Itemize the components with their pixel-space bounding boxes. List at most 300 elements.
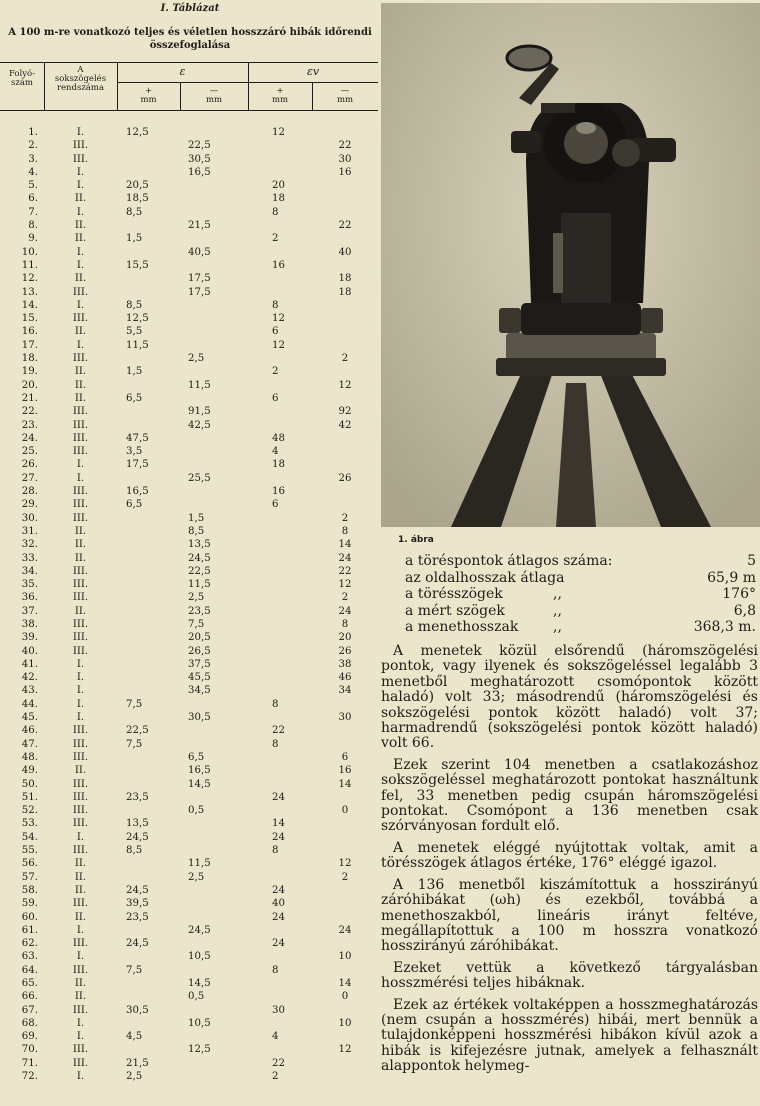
stat-value: 176° — [722, 586, 756, 602]
epsilon-v-minus-cell: 10 — [338, 951, 352, 963]
table-row — [0, 897, 380, 910]
stat-row — [405, 603, 760, 620]
row-number: 45. — [21, 712, 38, 724]
rendszam-cell: II. — [74, 765, 87, 777]
row-number: 22. — [21, 406, 38, 418]
epsilon-minus-cell: 24,5 — [188, 552, 211, 564]
epsilon-plus-cell: 24,5 — [126, 884, 149, 896]
epsilon-v-plus-cell: 2 — [272, 233, 279, 245]
rendszam-cell: III. — [72, 938, 89, 950]
epsilon-plus-cell: 12,5 — [126, 313, 149, 325]
paragraph: A menetek közül elsőrendű (háromszögelési pontok, vagy ilyenek és sokszögeléssel legalább 3 menetből meghatározott csomópontok között haladó) volt 33; másodrendű (háromszögelési és sokszögelési pontok között haladó) volt 37; harmadrendű (sokszögelési pontok között haladó) volt 66. — [381, 643, 758, 752]
epsilon-v-minus-cell: 6 — [341, 751, 349, 763]
theodolite-photo — [381, 3, 760, 527]
epsilon-plus-cell: 6,5 — [126, 499, 143, 511]
rendszam-cell: II. — [74, 552, 87, 564]
epsilon-v-plus-cell: 48 — [272, 432, 285, 444]
epsilon-minus-cell: 6,5 — [188, 751, 205, 763]
table-row — [0, 419, 380, 432]
table-row — [0, 831, 380, 844]
statistics-list — [405, 553, 760, 636]
rendszam-cell: III. — [72, 353, 89, 365]
epsilon-plus-cell: 23,5 — [126, 911, 149, 923]
table-row — [0, 232, 380, 245]
stat-ditto: ,, — [553, 586, 562, 602]
table-row — [0, 990, 380, 1003]
epsilon-minus-cell: 16,5 — [188, 765, 211, 777]
rendszam-cell: III. — [72, 818, 89, 830]
epsilon-v-plus-cell: 12 — [272, 313, 285, 325]
header-epsilon: ε — [179, 65, 186, 78]
figure-label: 1. ábra — [398, 535, 434, 545]
table-row — [0, 153, 380, 166]
epsilon-minus-cell: 2,5 — [188, 353, 205, 365]
rendszam-cell: III. — [72, 1044, 89, 1056]
rendszam-cell: III. — [72, 406, 89, 418]
epsilon-plus-cell: 21,5 — [126, 1057, 149, 1069]
epsilon-v-minus-cell: 34 — [338, 685, 352, 697]
table-row — [0, 871, 380, 884]
header-epsilon-v: εv — [306, 65, 320, 78]
table-row — [0, 857, 380, 870]
stat-ditto: ,, — [553, 619, 562, 635]
epsilon-v-minus-cell: 16 — [338, 765, 352, 777]
table-row — [0, 272, 380, 285]
header-minus: — mm — [205, 86, 223, 105]
row-number: 68. — [21, 1017, 38, 1029]
row-number: 17. — [21, 339, 38, 351]
row-number: 41. — [21, 658, 38, 670]
rendszam-cell: III. — [72, 778, 89, 790]
row-number: 51. — [21, 791, 38, 803]
paragraph: Ezek szerint 104 menetben a csatlakozáshoz sokszögeléssel meghatározott pontokat használtunk fel, 33 menetben pedig csupán háromszögelési pontokat. Csomópont a 136 menetben csak szórványosan fordult elő. — [381, 756, 758, 835]
epsilon-minus-cell: 12,5 — [188, 1044, 211, 1056]
row-number: 58. — [21, 884, 38, 896]
epsilon-minus-cell: 14,5 — [188, 778, 211, 790]
rendszam-cell: III. — [72, 632, 89, 644]
epsilon-v-plus-cell: 30 — [272, 1004, 285, 1016]
rendszam-cell: I. — [76, 1031, 85, 1043]
stat-value: 5 — [747, 553, 756, 569]
table-row — [0, 458, 380, 471]
epsilon-plus-cell: 20,5 — [126, 180, 149, 192]
epsilon-minus-cell: 30,5 — [188, 153, 211, 165]
epsilon-minus-cell: 2,5 — [188, 592, 205, 604]
epsilon-minus-cell: 16,5 — [188, 166, 211, 178]
row-number: 1. — [28, 127, 38, 138]
rendszam-cell: II. — [74, 366, 87, 378]
table-title: A 100 m-re vonatkozó teljes és véletlen hosszzáró hibák időrendi — [8, 27, 372, 38]
table-row — [0, 139, 380, 152]
table-row — [0, 472, 380, 485]
epsilon-plus-cell: 22,5 — [126, 725, 149, 737]
table-row — [0, 498, 380, 511]
epsilon-minus-cell: 91,5 — [188, 406, 211, 418]
stat-label: a mért szögek — [405, 602, 505, 619]
table-row — [0, 631, 380, 644]
row-number: 35. — [21, 579, 38, 591]
rendszam-cell: III. — [72, 565, 89, 577]
table-row — [0, 977, 380, 990]
rendszam-cell: III. — [72, 645, 89, 657]
epsilon-v-minus-cell: 26 — [338, 645, 352, 657]
row-number: 24. — [21, 432, 38, 444]
row-number: 40. — [21, 645, 38, 657]
epsilon-v-minus-cell: 16 — [338, 166, 352, 178]
table-row — [0, 658, 380, 671]
epsilon-minus-cell: 0,5 — [188, 991, 205, 1003]
epsilon-minus-cell: 30,5 — [188, 712, 211, 724]
stat-value: 65,9 m — [707, 569, 756, 586]
row-number: 5. — [28, 180, 38, 192]
table-row — [0, 618, 380, 631]
epsilon-minus-cell: 42,5 — [188, 419, 211, 431]
epsilon-plus-cell: 4,5 — [126, 1031, 143, 1043]
row-number: 57. — [21, 871, 38, 883]
rendszam-cell: I. — [76, 831, 85, 843]
row-number: 28. — [21, 486, 38, 498]
row-number: 66. — [21, 991, 38, 1003]
row-number: 25. — [21, 446, 38, 458]
row-number: 69. — [21, 1031, 38, 1043]
row-number: 12. — [21, 273, 38, 285]
stat-ditto: ,, — [553, 602, 562, 619]
row-number: 72. — [21, 1071, 38, 1083]
epsilon-minus-cell: 0,5 — [188, 805, 205, 817]
rendszam-cell: I. — [76, 166, 85, 178]
epsilon-v-minus-cell: 2 — [341, 871, 349, 883]
stat-row — [405, 619, 760, 636]
paragraph: A menetek eléggé nyújtottak voltak, amit a törésszögek átlagos értéke, 176° eléggé igazol. — [381, 839, 758, 872]
epsilon-v-minus-cell: 8 — [341, 525, 349, 537]
stat-label: a törésszögek — [405, 586, 503, 602]
epsilon-plus-cell: 12,5 — [126, 127, 149, 138]
row-number: 39. — [21, 632, 38, 644]
row-number: 42. — [21, 672, 38, 684]
epsilon-v-plus-cell: 2 — [272, 366, 279, 378]
rendszam-cell: II. — [74, 884, 87, 896]
rendszam-cell: I. — [76, 246, 85, 258]
epsilon-plus-cell: 8,5 — [126, 206, 143, 218]
epsilon-v-plus-cell: 8 — [272, 964, 279, 976]
rendszam-cell: III. — [72, 286, 89, 298]
row-number: 64. — [21, 964, 38, 976]
epsilon-v-plus-cell: 18 — [272, 459, 285, 471]
table-row — [0, 578, 380, 591]
stat-label: az oldalhosszak átlaga — [405, 569, 565, 586]
table-row — [0, 299, 380, 312]
rendszam-cell: I. — [76, 259, 85, 271]
table-row — [0, 538, 380, 551]
epsilon-v-minus-cell: 8 — [341, 618, 349, 630]
row-number: 52. — [21, 805, 38, 817]
epsilon-v-minus-cell: 18 — [338, 273, 352, 285]
table-row — [0, 365, 380, 378]
table-row — [0, 246, 380, 259]
table-row — [0, 445, 380, 458]
table-row — [0, 844, 380, 857]
table-row — [0, 804, 380, 817]
table-row — [0, 671, 380, 684]
table-row — [0, 724, 380, 737]
rendszam-cell: II. — [74, 193, 87, 205]
row-number: 21. — [21, 392, 38, 404]
row-number: 18. — [21, 353, 38, 365]
epsilon-v-plus-cell: 12 — [272, 127, 285, 138]
row-number: 47. — [21, 738, 38, 750]
table-row — [0, 1057, 380, 1070]
rendszam-cell: II. — [74, 392, 87, 404]
epsilon-v-plus-cell: 4 — [272, 1031, 279, 1043]
table-row — [0, 512, 380, 525]
table-row — [0, 1043, 380, 1056]
epsilon-minus-cell: 22,5 — [188, 140, 211, 152]
rendszam-cell: I. — [76, 685, 85, 697]
stat-value: 6,8 — [733, 602, 756, 619]
table-row — [0, 126, 380, 139]
epsilon-minus-cell: 25,5 — [188, 472, 211, 484]
epsilon-minus-cell: 37,5 — [188, 658, 211, 670]
epsilon-plus-cell: 6,5 — [126, 392, 143, 404]
table-row — [0, 325, 380, 338]
table-row — [0, 751, 380, 764]
epsilon-v-minus-cell: 12 — [338, 379, 352, 391]
epsilon-v-minus-cell: 14 — [338, 778, 352, 790]
epsilon-v-minus-cell: 26 — [338, 472, 352, 484]
epsilon-minus-cell: 7,5 — [188, 618, 205, 630]
epsilon-minus-cell: 22,5 — [188, 565, 211, 577]
rendszam-cell: III. — [72, 845, 89, 857]
table-row — [0, 711, 380, 724]
table-caption-number: I. Táblázat — [160, 3, 220, 14]
row-number: 4. — [28, 166, 38, 178]
epsilon-v-plus-cell: 8 — [272, 698, 279, 710]
table-row — [0, 166, 380, 179]
rendszam-cell: I. — [76, 712, 85, 724]
row-number: 31. — [21, 525, 38, 537]
row-number: 62. — [21, 938, 38, 950]
epsilon-minus-cell: 40,5 — [188, 246, 211, 258]
rendszam-cell: III. — [72, 592, 89, 604]
rendszam-cell: III. — [72, 140, 89, 152]
rendszam-cell: III. — [72, 512, 89, 524]
rendszam-cell: III. — [72, 1004, 89, 1016]
epsilon-plus-cell: 8,5 — [126, 845, 143, 857]
epsilon-minus-cell: 17,5 — [188, 273, 211, 285]
epsilon-v-minus-cell: 12 — [338, 579, 352, 591]
epsilon-v-plus-cell: 24 — [272, 938, 285, 950]
epsilon-plus-cell: 7,5 — [126, 698, 143, 710]
rendszam-cell: III. — [72, 313, 89, 325]
table-row — [0, 937, 380, 950]
table-row — [0, 339, 380, 352]
rendszam-cell: I. — [76, 698, 85, 710]
row-number: 38. — [21, 618, 38, 630]
epsilon-plus-cell: 39,5 — [126, 898, 149, 910]
rendszam-cell: I. — [76, 339, 85, 351]
paragraph: A 136 menetből kiszámítottuk a hosszirányú záróhibákat (ωh) és ezekből, továbbá a menethoszakból, lineáris irányt feltéve, megállapítottuk a 100 m hosszra vonatkozó hosszirányú záróhibákat. — [381, 876, 758, 955]
row-number: 36. — [21, 592, 38, 604]
epsilon-plus-cell: 24,5 — [126, 938, 149, 950]
body-text — [381, 644, 758, 1081]
table-row — [0, 1070, 380, 1083]
table-row — [0, 485, 380, 498]
table-row — [0, 791, 380, 804]
row-number: 13. — [21, 286, 38, 298]
epsilon-minus-cell: 11,5 — [188, 858, 211, 870]
table-top-rule — [0, 62, 378, 63]
rendszam-cell: I. — [76, 127, 85, 138]
epsilon-v-minus-cell: 10 — [338, 1017, 352, 1029]
epsilon-v-minus-cell: 18 — [338, 286, 352, 298]
paragraph: Ezeket vettük a következő tárgyalásban hosszmérési teljes hibáknak. — [381, 959, 758, 992]
epsilon-v-minus-cell: 92 — [338, 406, 352, 418]
header-minus: — mm — [336, 86, 354, 105]
epsilon-v-plus-cell: 22 — [272, 725, 285, 737]
table-row — [0, 259, 380, 272]
table-row — [0, 405, 380, 418]
rendszam-cell: II. — [74, 605, 87, 617]
table-row — [0, 964, 380, 977]
row-number: 59. — [21, 898, 38, 910]
row-number: 70. — [21, 1044, 38, 1056]
paragraph: Ezek az értékek voltaképpen a hosszmeghatározás (nem csupán a hosszmérés) hibái, mert bennük a tulajdonképpeni hosszmérési hibákon kívül azok a hibák is kifejezésre jutnak, amelyek a felhasznált alappontok helymeg- — [381, 996, 758, 1075]
row-number: 33. — [21, 552, 38, 564]
epsilon-v-plus-cell: 6 — [272, 499, 279, 511]
epsilon-plus-cell: 23,5 — [126, 791, 149, 803]
epsilon-plus-cell: 1,5 — [126, 366, 143, 378]
epsilon-plus-cell: 18,5 — [126, 193, 149, 205]
table-row — [0, 352, 380, 365]
rendszam-cell: II. — [74, 379, 87, 391]
row-number: 34. — [21, 565, 38, 577]
epsilon-v-minus-cell: 14 — [338, 539, 352, 551]
table-row — [0, 591, 380, 604]
rendszam-cell: II. — [74, 233, 87, 245]
epsilon-v-plus-cell: 20 — [272, 180, 285, 192]
epsilon-v-plus-cell: 2 — [272, 1071, 279, 1083]
epsilon-plus-cell: 16,5 — [126, 486, 149, 498]
rendszam-cell: III. — [72, 751, 89, 763]
row-number: 44. — [21, 698, 38, 710]
epsilon-v-minus-cell: 40 — [338, 246, 352, 258]
table-row — [0, 698, 380, 711]
table-row — [0, 911, 380, 924]
epsilon-v-plus-cell: 8 — [272, 738, 279, 750]
rendszam-cell: III. — [72, 898, 89, 910]
epsilon-v-minus-cell: 24 — [338, 924, 352, 936]
rendszam-cell: III. — [72, 1057, 89, 1069]
epsilon-plus-cell: 7,5 — [126, 738, 143, 750]
epsilon-plus-cell: 3,5 — [126, 446, 143, 458]
epsilon-plus-cell: 30,5 — [126, 1004, 149, 1016]
epsilon-v-plus-cell: 18 — [272, 193, 285, 205]
epsilon-v-plus-cell: 6 — [272, 326, 279, 338]
row-number: 11. — [21, 259, 38, 271]
table-subtitle: összefoglalása — [149, 40, 231, 51]
row-number: 7. — [28, 206, 38, 218]
epsilon-v-plus-cell: 12 — [272, 339, 285, 351]
rendszam-cell: III. — [72, 791, 89, 803]
row-number: 2. — [28, 140, 38, 152]
row-number: 50. — [21, 778, 38, 790]
epsilon-v-minus-cell: 12 — [338, 858, 352, 870]
epsilon-v-minus-cell: 14 — [338, 978, 352, 989]
table-row — [0, 286, 380, 299]
table-row — [0, 192, 380, 205]
row-number: 20. — [21, 379, 38, 391]
rendszam-cell: II. — [74, 858, 87, 870]
rendszam-cell: I. — [76, 472, 85, 484]
row-number: 53. — [21, 818, 38, 830]
stat-row — [405, 553, 760, 570]
row-number: 9. — [28, 233, 38, 245]
header-rendszam: A sokszögelés rendszáma — [54, 65, 107, 93]
epsilon-plus-cell: 1,5 — [126, 233, 143, 245]
epsilon-minus-cell: 34,5 — [188, 685, 211, 697]
rendszam-cell: III. — [72, 579, 89, 591]
table-row — [0, 645, 380, 658]
epsilon-v-plus-cell: 8 — [272, 299, 279, 311]
row-number: 56. — [21, 858, 38, 870]
row-number: 55. — [21, 845, 38, 857]
rendszam-cell: II. — [74, 220, 87, 232]
epsilon-minus-cell: 23,5 — [188, 605, 211, 617]
row-number: 48. — [21, 751, 38, 763]
header-plus: + mm — [140, 86, 157, 105]
row-number: 8. — [28, 220, 38, 232]
epsilon-v-plus-cell: 22 — [272, 1057, 285, 1069]
row-number: 6. — [28, 193, 38, 205]
table-row — [0, 565, 380, 578]
rendszam-cell: II. — [74, 539, 87, 551]
row-number: 3. — [28, 153, 38, 165]
epsilon-v-minus-cell: 46 — [338, 672, 352, 684]
table-row — [0, 764, 380, 777]
header-folyoszam: Folyó- szám — [8, 69, 36, 88]
rendszam-cell: I. — [76, 658, 85, 670]
rendszam-cell: III. — [72, 486, 89, 498]
rendszam-cell: III. — [72, 432, 89, 444]
epsilon-plus-cell: 5,5 — [126, 326, 143, 338]
table-row — [0, 219, 380, 232]
rendszam-cell: II. — [74, 326, 87, 338]
table-row — [0, 179, 380, 192]
epsilon-v-plus-cell: 40 — [272, 898, 285, 910]
epsilon-v-minus-cell: 38 — [338, 658, 352, 670]
table-row — [0, 924, 380, 937]
epsilon-minus-cell: 10,5 — [188, 951, 211, 963]
epsilon-v-minus-cell: 24 — [338, 605, 352, 617]
epsilon-v-minus-cell: 2 — [341, 512, 349, 524]
table-row — [0, 525, 380, 538]
epsilon-minus-cell: 8,5 — [188, 525, 205, 537]
epsilon-v-minus-cell: 30 — [338, 153, 352, 165]
epsilon-v-plus-cell: 24 — [272, 911, 285, 923]
epsilon-minus-cell: 11,5 — [188, 579, 211, 591]
rendszam-cell: III. — [72, 446, 89, 458]
epsilon-v-plus-cell: 24 — [272, 831, 285, 843]
epsilon-v-minus-cell: 22 — [338, 565, 352, 577]
stat-row — [405, 586, 760, 603]
epsilon-v-minus-cell: 0 — [341, 805, 349, 817]
rendszam-cell: III. — [72, 738, 89, 750]
rendszam-cell: I. — [76, 299, 85, 311]
rendszam-cell: III. — [72, 805, 89, 817]
epsilon-v-minus-cell: 20 — [338, 632, 352, 644]
table-row — [0, 1030, 380, 1043]
epsilon-minus-cell: 13,5 — [188, 539, 211, 551]
